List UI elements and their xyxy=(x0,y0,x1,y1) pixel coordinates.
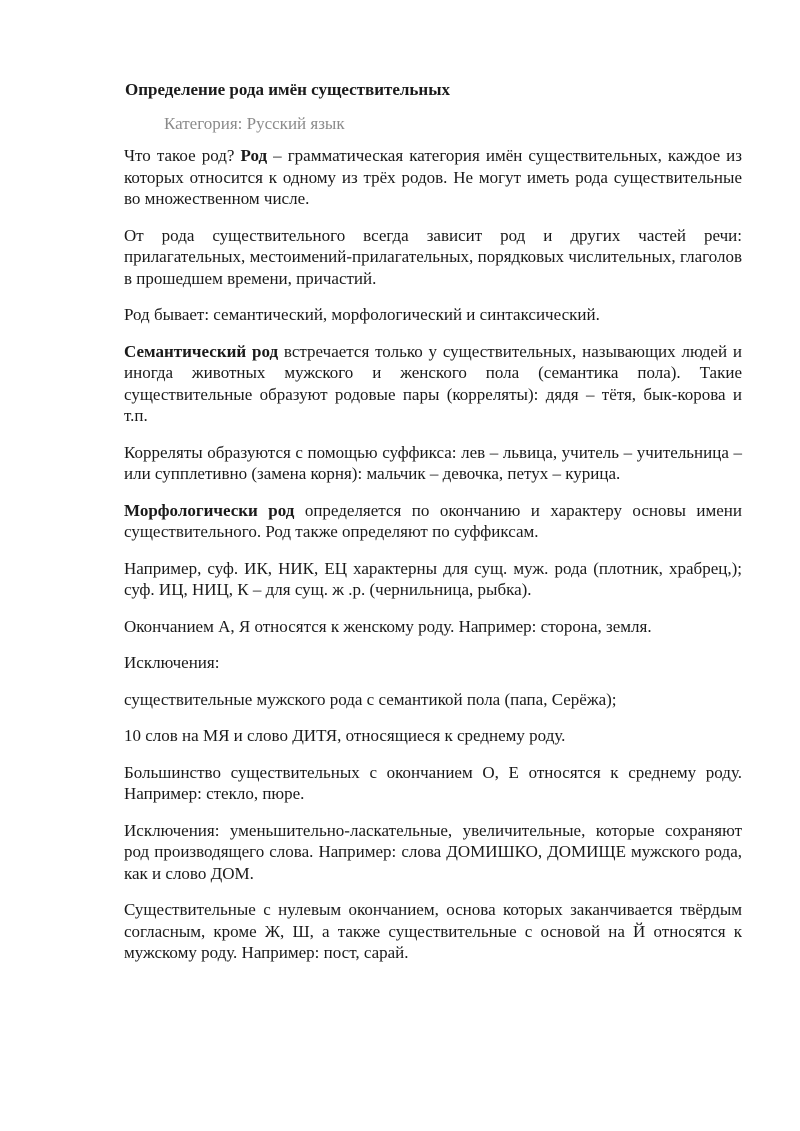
paragraph xyxy=(124,762,742,805)
document-title: Определение рода имён существительных xyxy=(125,80,450,99)
paragraph-text: Род бывает: семантический, морфологический и синтаксический. xyxy=(124,305,600,324)
paragraph xyxy=(124,304,742,326)
paragraph-text: Исключения: xyxy=(124,653,220,672)
paragraph-lead-text: Что такое род? xyxy=(124,146,241,165)
paragraph xyxy=(124,145,742,210)
paragraph-text: Корреляты образуются с помощью суффикса: лев – львица, учитель – учительница – или супплетивно (замена корня): мальчик – девочка, петух – курица. xyxy=(124,442,742,483)
term-heading: Род xyxy=(240,146,268,165)
paragraph xyxy=(124,442,742,485)
paragraph xyxy=(124,225,742,290)
paragraph xyxy=(124,558,742,601)
paragraph xyxy=(124,341,742,427)
paragraph xyxy=(124,616,742,638)
paragraph xyxy=(124,820,742,885)
paragraph-text: 10 слов на МЯ и слово ДИТЯ, относящиеся к среднему роду. xyxy=(124,726,566,745)
paragraph-text: существительные мужского рода с семантикой пола (папа, Серёжа); xyxy=(124,689,617,709)
paragraph xyxy=(124,500,742,543)
term-heading: Морфологически род xyxy=(124,500,295,520)
paragraph xyxy=(124,899,742,964)
document-body xyxy=(124,145,742,964)
paragraph-text: Исключения: уменьшительно-ласкательные, увеличительные, которые сохраняют род производящего слова. Например: слова ДОМИШКО, ДОМИЩЕ мужского рода, как и слово ДОМ. xyxy=(124,820,742,883)
paragraph-text: Большинство существительных с окончанием О, Е относятся к среднему роду. Например: стекло, пюре. xyxy=(124,762,742,803)
category-label: Категория: Русский язык xyxy=(164,114,345,133)
paragraph xyxy=(124,725,742,747)
paragraph-text: – грамматическая категория имён существительных, каждое из которых относится к одному из трёх родов. Не могут иметь рода существительные во множественном числе. xyxy=(124,146,742,208)
paragraph-text: Например, суф. ИК, НИК, ЕЦ характерны для сущ. муж. рода (плотник, храбрец,); суф. ИЦ, НИЦ, К – для сущ. ж .р. (чернильница, рыбка). xyxy=(124,558,742,599)
paragraph-text: встречается только у существительных, называющих людей и иногда животных мужского и женского пола (семантика пола). Такие существительные образуют родовые пары (корреляты): дядя – тётя, бык-корова и т.п. xyxy=(124,341,742,425)
term-heading: Семантический род xyxy=(124,341,279,361)
paragraph-text: Существительные с нулевым окончанием, основа которых заканчивается твёрдым согласным, кроме Ж, Ш, а также существительные с основой на Й относятся к мужскому роду. Например: пост, сарай. xyxy=(124,900,742,962)
paragraph-text: От рода существительного всегда зависит род и других частей речи: прилагательных, местоимений-прилагательных, порядковых числительных, глаголов в прошедшем времени, причастий. xyxy=(124,225,742,288)
paragraph xyxy=(124,689,742,711)
paragraph-text: определяется по окончанию и характеру основы имени существительного. Род также определяют по суффиксам. xyxy=(124,500,742,541)
paragraph-text: Окончанием А, Я относятся к женскому роду. Например: сторона, земля. xyxy=(124,616,652,636)
paragraph xyxy=(124,652,742,674)
